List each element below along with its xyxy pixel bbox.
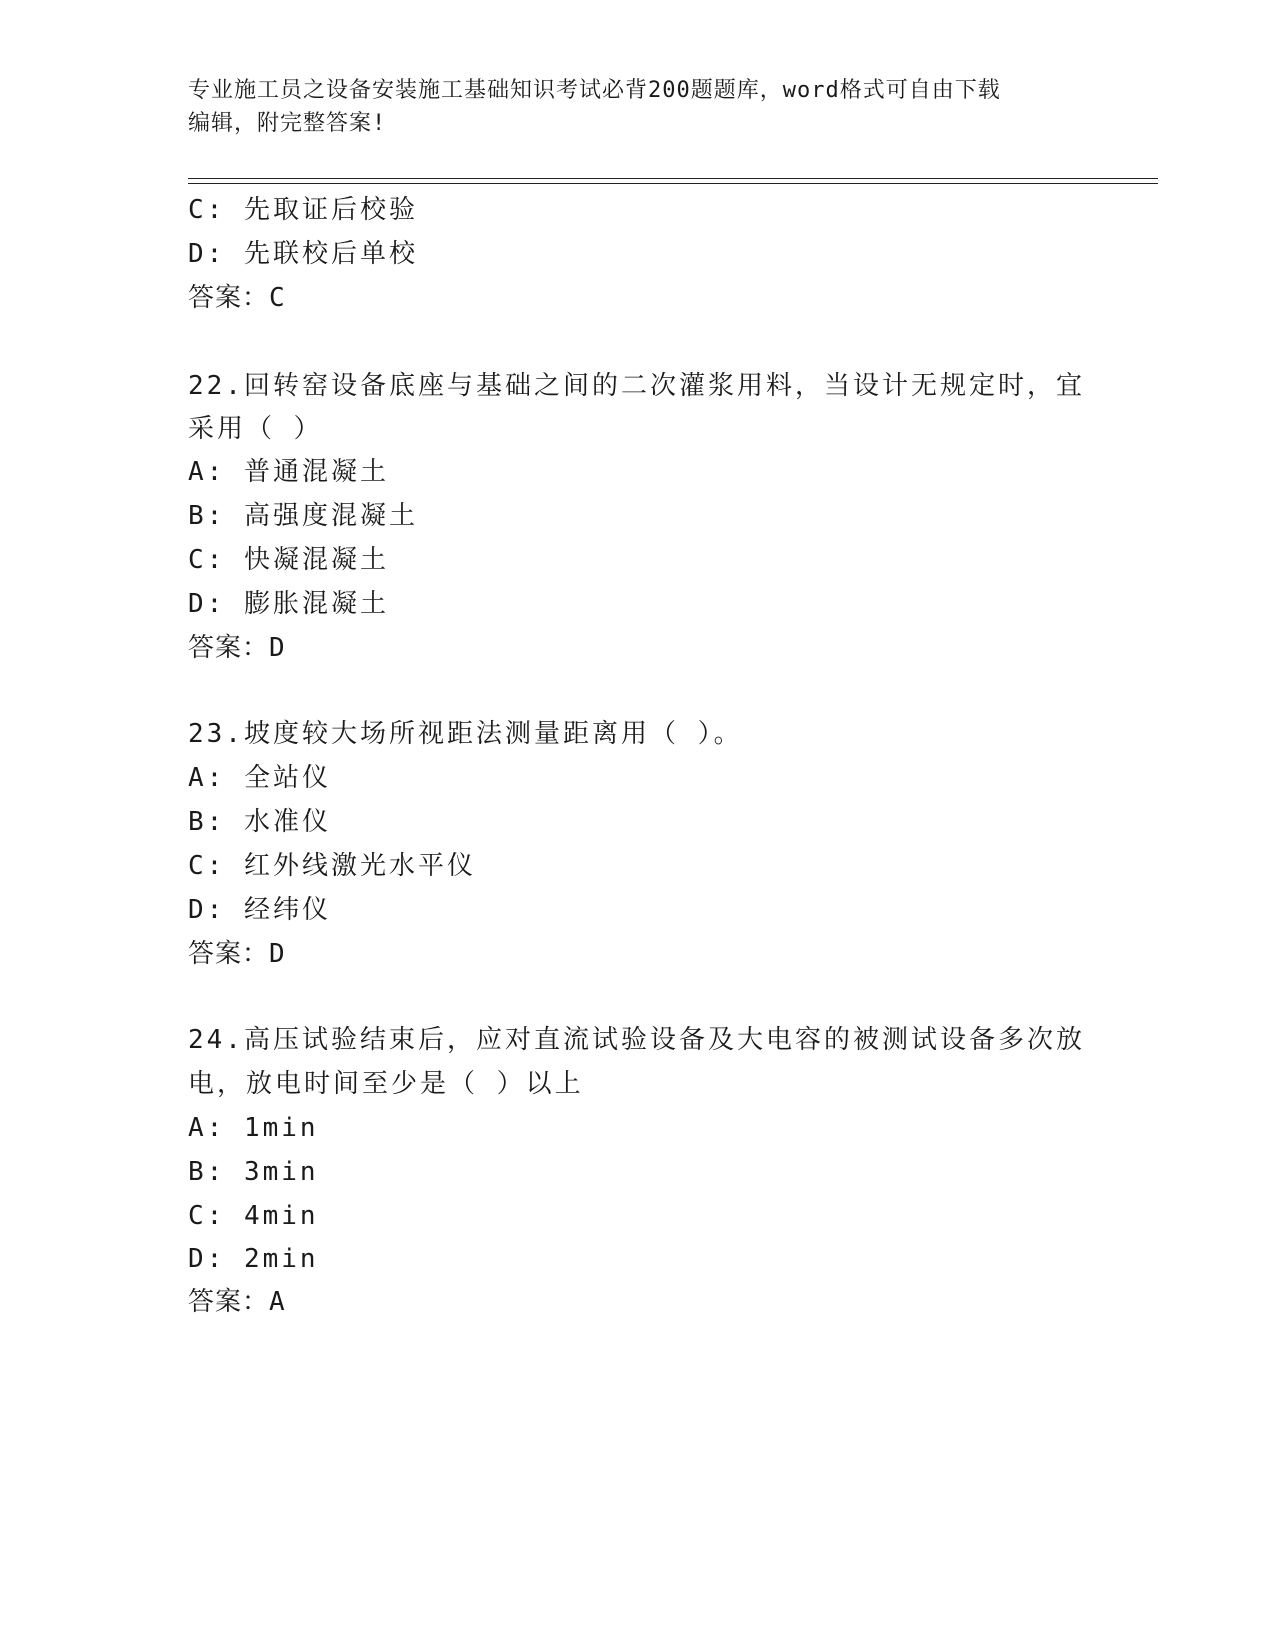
answer-line: 答案：C [188, 283, 286, 313]
question-24-option-b: B: 3min [188, 1157, 319, 1187]
header-line-1: 专业施工员之设备安装施工基础知识考试必背200题题库，word格式可自由下载 [188, 78, 1001, 103]
question-24-option-a: A: 1min [188, 1113, 319, 1143]
question-22-stem-2: 采用（ ） [188, 414, 323, 444]
question-23-option-b: B: 水准仪 [188, 807, 331, 837]
question-24-option-c: C: 4min [188, 1201, 319, 1231]
question-24-answer: 答案：A [188, 1287, 286, 1317]
question-24-stem-1: 24.高压试验结束后，应对直流试验设备及大电容的被测试设备多次放 [188, 1025, 1085, 1055]
question-24-option-d: D: 2min [188, 1244, 319, 1274]
question-22-option-b: B: 高强度混凝土 [188, 501, 418, 531]
option-d: D: 先联校后单校 [188, 239, 418, 269]
question-22-answer: 答案：D [188, 633, 286, 663]
header-divider-bottom [188, 183, 1158, 184]
question-23-stem-1: 23.坡度较大场所视距法测量距离用（ ）。 [188, 719, 743, 749]
question-22-option-a: A: 普通混凝土 [188, 457, 389, 487]
header-divider-top [188, 178, 1158, 179]
question-23-option-c: C: 红外线激光水平仪 [188, 851, 476, 881]
question-23-answer: 答案：D [188, 939, 286, 969]
question-22-stem-1: 22.回转窑设备底座与基础之间的二次灌浆用料，当设计无规定时，宜 [188, 371, 1085, 401]
question-22-option-d: D: 膨胀混凝土 [188, 589, 389, 619]
question-22-option-c: C: 快凝混凝土 [188, 545, 389, 575]
question-24-stem-2: 电，放电时间至少是（ ）以上 [188, 1069, 584, 1099]
document-header [188, 74, 1088, 140]
question-23-option-d: D: 经纬仪 [188, 895, 331, 925]
question-23-option-a: A: 全站仪 [188, 763, 331, 793]
option-c: C: 先取证后校验 [188, 195, 418, 225]
header-line-2: 编辑，附完整答案! [188, 111, 387, 136]
